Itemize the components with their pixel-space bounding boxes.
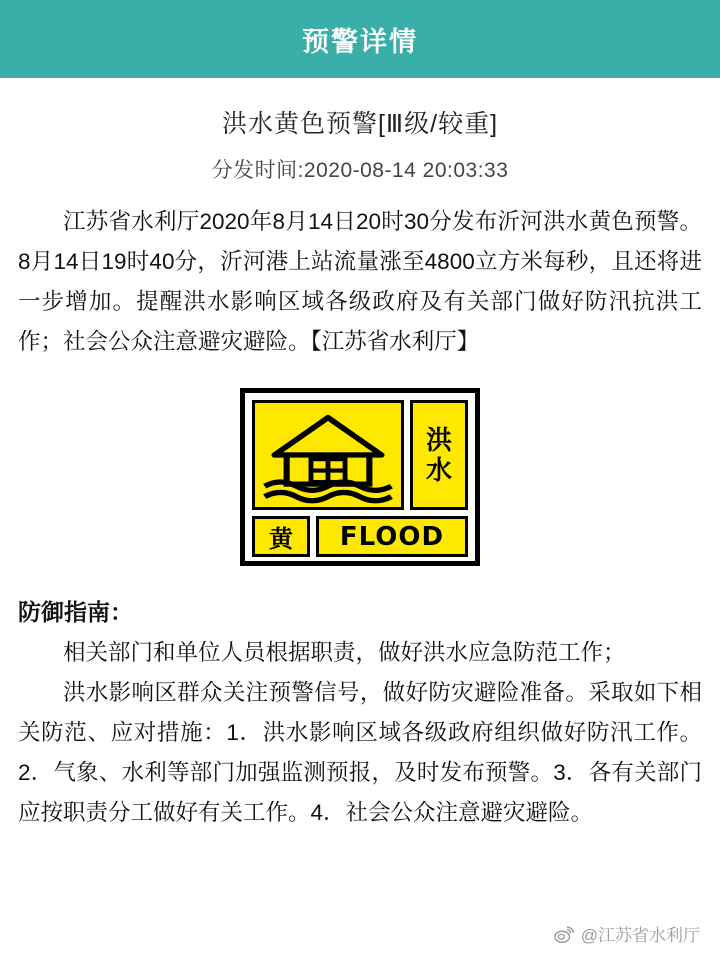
weibo-icon [553,923,575,945]
page-title: 预警详情 [302,26,418,57]
sign-flood-label: FLOOD [316,516,468,557]
watermark-account: @江苏省水利厅 [580,926,700,945]
alert-title: 洪水黄色预警[Ⅲ级/较重] [221,110,499,138]
page-header [0,0,720,78]
sign-word-flood-chinese [410,400,468,510]
guide-title: 防御指南： [18,599,133,625]
sign-word-line2: 水 [425,455,452,485]
sign-frame [240,388,480,566]
house-flood-icon [252,400,404,510]
watermark [553,921,700,946]
alert-body-text: 江苏省水利厅2020年8月14日20时30分发布沂河洪水黄色预警。8月14日19时40分，沂河港上站流量涨至4800立方米每秒，且还将进一步增加。提醒洪水影响区域各级政府及有关部门做好防汛抗洪工作；社会公众注意避灾避险。【江苏省水利厅】 [18,209,702,354]
flood-warning-sign [18,388,702,566]
sign-word-line1: 洪 [425,425,452,455]
guide-line-1: 相关部门和单位人员根据职责，做好洪水应急防范工作； [63,640,626,665]
guide-line-2: 洪水影响区群众关注预警信号，做好防灾避险准备。采取如下相关防范、应对措施：1．洪水影响区域各级政府组织做好防汛工作。2．气象、水利等部门加强监测预报，及时发布预警。3．各有关部门应按职责分工做好有关工作。4．社会公众注意避灾避险。 [18,680,702,825]
content-area [0,104,720,833]
guide-paragraph-1 [18,633,702,833]
sign-bottom-row [252,516,468,557]
sign-top-row [252,400,468,510]
sign-level-label: 黄 [252,516,310,557]
issue-time: 分发时间:2020-08-14 20:03:33 [211,159,509,182]
